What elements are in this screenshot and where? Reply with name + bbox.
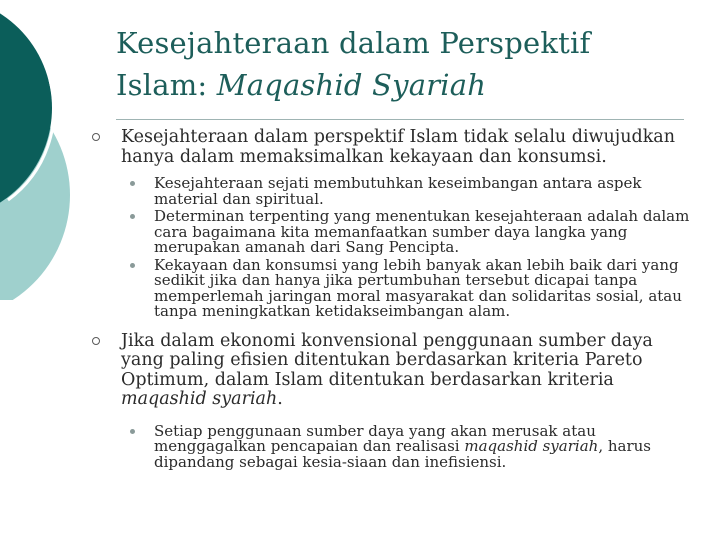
title-line-2-prefix: Islam: (116, 68, 217, 102)
bullet-point-2-text-italic: maqashid syariah (121, 389, 278, 409)
subpoint-1-1 (88, 176, 696, 207)
title-line-1: Kesejahteraan dalam Perspektif (116, 26, 591, 60)
subpoint-1-1-text: Kesejahteraan sejati membutuhkan keseimbangan antara aspek material dan spiritual. (154, 174, 642, 208)
slide-body (88, 128, 696, 472)
subpoint-1-2 (88, 209, 696, 256)
subpoint-1-3 (88, 255, 696, 320)
dot-bullet-icon (130, 263, 135, 268)
bullet-point-1 (88, 128, 696, 167)
slide-title (116, 22, 706, 106)
subpoint-1-2-text: Determinan terpenting yang menentukan kesejahteraan adalah dalam cara bagaimana kita memanfaatkan sumber daya langka yang merupakan amanah dari Sang Pencipta. (154, 207, 690, 256)
circle-bullet-icon (92, 337, 100, 345)
subpoint-2-1-suffix: , harus dipandang sebagai kesia-siaan dan inefisiensi. (154, 437, 651, 471)
subpoint-2-1-italic: maqashid syariah (464, 437, 599, 455)
dot-bullet-icon (130, 181, 135, 186)
bullet-point-2 (88, 332, 696, 410)
decorative-circles (0, 0, 80, 300)
title-line-2 (116, 64, 706, 106)
circle-bullet-icon (92, 133, 100, 141)
dot-bullet-icon (130, 214, 135, 219)
title-line-2-italic: Maqashid Syariah (216, 68, 487, 102)
subpoint-1-3-text: Kekayaan dan konsumsi yang lebih banyak akan lebih baik dari yang sedikit jika dan hanya jika pertumbuhan tersebut dicapai tanpa memperlemah jaringan moral masyarakat dan solidaritas sosial, atau tanpa meningkatkan ketidakseimbangan alam. (154, 255, 682, 320)
bullet-point-2-text-prefix: Jika dalam ekonomi konvensional penggunaan sumber daya yang paling efisien ditentukan berdasarkan kriteria Pareto Optimum, dalam Islam ditentukan berdasarkan kriteria (121, 330, 653, 390)
subpoint-2-1-prefix: Setiap penggunaan sumber daya yang akan merusak atau menggagalkan pencapaian dan realisasi (154, 421, 596, 455)
subpoint-list-2 (88, 421, 696, 471)
subpoint-list-1 (88, 176, 696, 320)
subpoint-2-1 (88, 421, 696, 471)
title-divider (116, 119, 684, 120)
bullet-point-2-text-suffix: . (277, 389, 283, 409)
bullet-point-1-text: Kesejahteraan dalam perspektif Islam tidak selalu diwujudkan hanya dalam memaksimalkan kekayaan dan konsumsi. (121, 127, 676, 167)
dot-bullet-icon (130, 429, 135, 434)
